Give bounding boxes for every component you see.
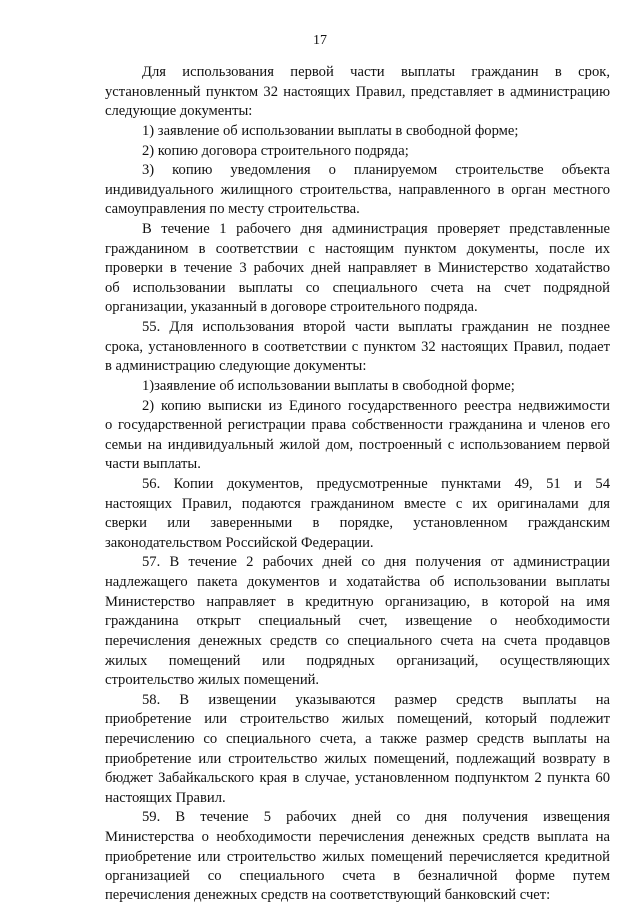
text-line: приобретение или строительство жилых помещений, который подлежит [105, 711, 610, 727]
text-line: приобретение или строительство жилых помещений, подлежащий возврату в [105, 751, 610, 767]
text-line: в администрацию следующие документы: [105, 358, 367, 374]
text-line: 2) копию договора строительного подряда; [142, 143, 409, 159]
text-line: организацией со специального счета в безналичной форме путем [105, 868, 610, 884]
text-line: проверки в течение 3 рабочих дней направляет в Министерство ходатайство [105, 260, 610, 276]
text-line: 3) копию уведомления о планируемом строительстве объекта [142, 162, 610, 178]
text-line: 55. Для использования второй части выплаты гражданин не позднее [142, 319, 610, 335]
text-line: 2) копию выписки из Единого государственного реестра недвижимости [142, 398, 610, 414]
text-line: строительство жилых помещений. [105, 672, 320, 688]
page-number: 17 [313, 33, 327, 48]
text-line: Для использования первой части выплаты гражданин в срок, [142, 64, 610, 80]
text-line: перечисления денежных средств на соответствующий банковский счет: [105, 887, 551, 903]
text-line: Министерства о необходимости перечисления денежных средств выплата на [105, 829, 610, 845]
text-line: гражданина открыт специальный счет, извещение о необходимости [105, 613, 610, 629]
text-line: 1)заявление об использовании выплаты в свободной форме; [142, 378, 515, 394]
text-line: индивидуального жилищного строительства, направленного в орган местного [105, 182, 610, 198]
text-line: гражданином в соответствии с настоящим пунктом документы, после их [105, 241, 610, 257]
text-line: приобретение или строительство жилых помещений перечисляется кредитной [105, 849, 610, 865]
text-line: об использовании выплаты со специального счета на счет подрядной [105, 280, 610, 296]
text-line: надлежащего пакета документов и ходатайства об использовании выплаты [105, 574, 610, 590]
text-line: В течение 1 рабочего дня администрация проверяет представленные [142, 221, 610, 237]
text-line: установленный пунктом 32 настоящих Правил, представляет в администрацию [105, 84, 610, 100]
text-line: следующие документы: [105, 103, 253, 119]
text-line: срока, установленного в соответствии с пунктом 32 настоящих Правил, подает [105, 339, 610, 355]
text-line: настоящих Правил. [105, 790, 226, 806]
text-line: семьи на индивидуальный жилой дом, построенный с использованием первой [105, 437, 610, 453]
text-line: организации, указанный в договоре строительного подряда. [105, 299, 478, 315]
text-line: 59. В течение 5 рабочих дней со дня получения извещения [142, 809, 610, 825]
text-line: перечислению со специального счета, а также размер средств выплаты на [105, 731, 610, 747]
text-line: о государственной регистрации права собственности гражданина и членов его [105, 417, 610, 433]
text-line: Министерство направляет в кредитную организацию, в которой на имя [105, 594, 610, 610]
text-line: 57. В течение 2 рабочих дней со дня получения от администрации [142, 554, 610, 570]
text-line: перечисления денежных средств со специального счета на счета продавцов [105, 633, 610, 649]
text-line: законодательством Российской Федерации. [105, 535, 374, 551]
text-line: 56. Копии документов, предусмотренные пунктами 49, 51 и 54 [142, 476, 610, 492]
text-line: 58. В извещении указываются размер средств выплаты на [142, 692, 610, 708]
text-line: сверки или заверенными в порядке, установленном гражданским [105, 515, 610, 531]
text-line: бюджет Забайкальского края в случае, установленном подпунктом 2 пункта 60 [105, 770, 610, 786]
text-line: 1) заявление об использовании выплаты в свободной форме; [142, 123, 519, 139]
text-line: жилых помещений или подрядных организаций, осуществляющих [105, 653, 610, 669]
text-line: самоуправления по месту строительства. [105, 201, 360, 217]
text-line: настоящих Правил, подаются гражданином вместе с их оригиналами для [105, 496, 610, 512]
text-line: части выплаты. [105, 456, 201, 472]
